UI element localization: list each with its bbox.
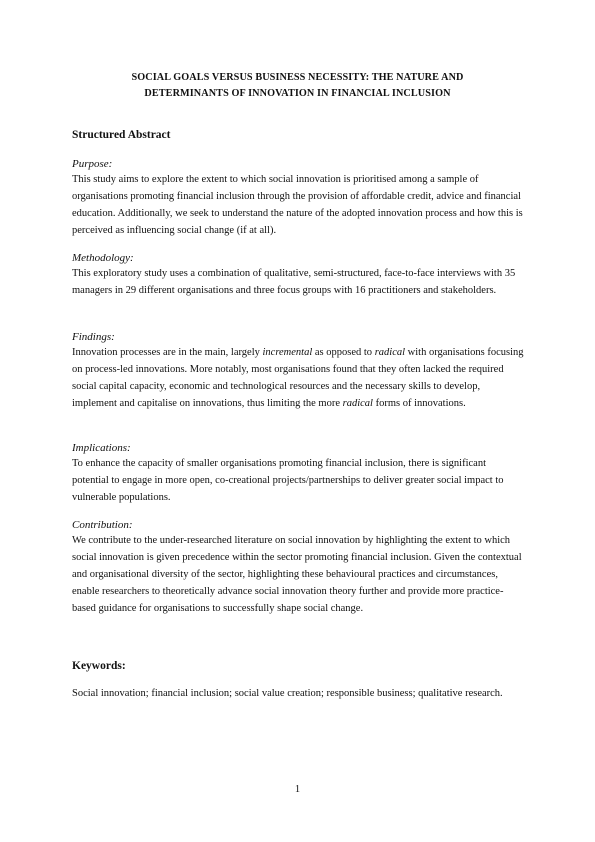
findings-text-part-2: as opposed to [312, 347, 375, 358]
findings-label: Findings: [72, 331, 115, 343]
paper-title [72, 70, 523, 102]
implications-section [72, 441, 524, 507]
contribution-label: Contribution: [72, 519, 133, 531]
findings-emphasis-incremental: incremental [262, 347, 313, 358]
structured-abstract-heading: Structured Abstract [72, 129, 171, 141]
findings-text-part-3: with organisations focusing on process-led innovations. More notably, most organisations found that they often lacked the required social capital capacity, economic and technological resources and the necessary skills to develop, implement and capitalise on innovations, thus limiting the more [72, 347, 524, 409]
findings-text-part-4: forms of innovations. [372, 397, 466, 409]
keywords-heading: Keywords: [72, 660, 126, 672]
page-number: 1 [294, 784, 301, 795]
findings-emphasis-radical: radical [374, 347, 406, 358]
purpose-text: This study aims to explore the extent to which social innovation is prioritised among a sample of organisations promoting financial inclusion through the provision of affordable credit, advice and financial education. Additionally, we seek to understand the nature of the adopted innovation process and how this is perceived as influencing social change (if at all). [72, 174, 523, 236]
methodology-label: Methodology: [72, 252, 134, 264]
implications-text: To enhance the capacity of smaller organisations promoting financial inclusion, there is significant potential to engage in more open, co-creational projects/partnerships to deliver greater social impact to vulnerable populations. [72, 458, 504, 503]
findings-section [72, 330, 524, 413]
contribution-section [72, 518, 524, 618]
implications-label: Implications: [72, 442, 131, 454]
findings-text [72, 345, 524, 413]
keywords-text: Social innovation; financial inclusion; social value creation; responsible business; qualitative research. [72, 688, 503, 699]
contribution-text: We contribute to the under-researched literature on social innovation by highlighting the extent to which social innovation is given precedence within the sector promoting financial inclusion. Given the contextual and organisational diversity of the sector, highlighting these behavioural practices and circumstances, enable researchers to theoretically advance social innovation theory further and provide more practice-based guidance for organisations to successfully shape social change. [72, 535, 522, 614]
purpose-label: Purpose: [72, 158, 113, 170]
findings-emphasis-radical-2: radical [342, 397, 373, 409]
methodology-section [72, 251, 524, 300]
purpose-section [72, 157, 524, 240]
title-line-1: SOCIAL GOALS VERSUS BUSINESS NECESSITY: THE NATURE AND [131, 72, 464, 83]
findings-text-part-1: Innovation processes are in the main, largely [72, 347, 263, 358]
methodology-text: This exploratory study uses a combination of qualitative, semi-structured, face-to-face interviews with 35 managers in 29 different organisations and three focus groups with 16 practitioners and stakeholders. [72, 268, 516, 296]
title-line-2: DETERMINANTS OF INNOVATION IN FINANCIAL INCLUSION [144, 88, 451, 99]
